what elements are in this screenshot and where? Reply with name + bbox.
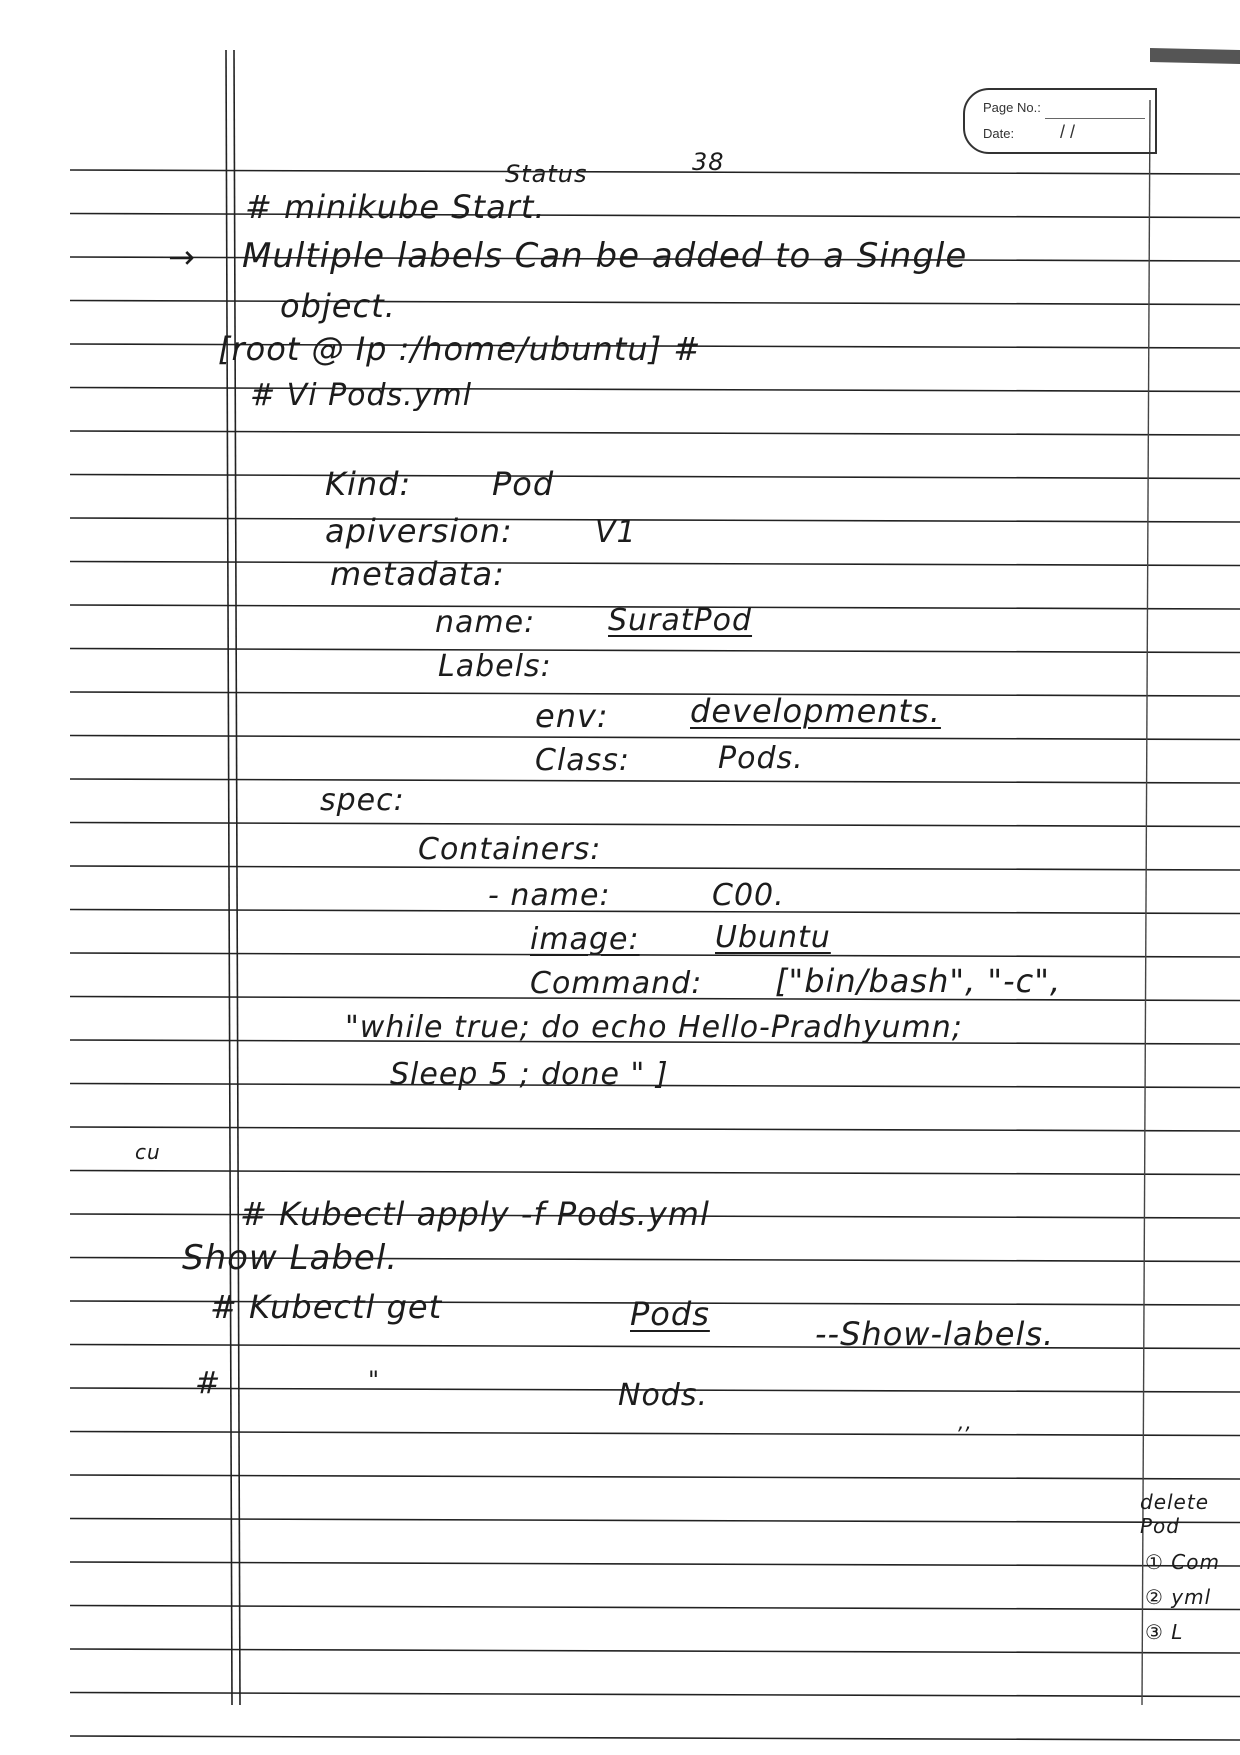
ruled-line (70, 692, 1240, 696)
ruled-line (70, 1519, 1240, 1523)
yaml-name-key: name: (435, 605, 536, 640)
yaml-image-value: Ubuntu (715, 920, 831, 955)
kubectl-get-pods-word: Pods (630, 1295, 710, 1333)
ruled-line (70, 1127, 1240, 1131)
ruled-line (70, 1649, 1240, 1653)
ruled-line (70, 1606, 1240, 1610)
page-no-label: Page No.: (983, 100, 1041, 115)
yaml-class-key: Class: (535, 743, 631, 778)
ruled-line (70, 823, 1240, 827)
yaml-kind-value: Pod (492, 465, 555, 503)
ditto-mark-close: ,, (958, 1410, 973, 1434)
yaml-command-line2: "while true; do echo Hello-Pradhyumn; (345, 1010, 963, 1045)
ruled-line (70, 1171, 1240, 1175)
page-number: 38 (692, 148, 725, 176)
yaml-apiversion-key: apiversion: (325, 512, 513, 550)
yaml-command-value: ["bin/bash", "-c", (775, 962, 1062, 1000)
vi-command-line: # Vi Pods.yml (250, 378, 473, 413)
margin-note-box (1140, 1480, 1240, 1660)
kubectl-apply-line: # Kubectl apply -f Pods.yml (240, 1195, 710, 1233)
status-word: Status (505, 160, 588, 188)
yaml-command-key: Command: (530, 966, 703, 1001)
yaml-apiversion-value: V1 (595, 515, 637, 550)
bullet-arrow: → (168, 238, 196, 276)
yaml-container-name-value: C00. (712, 878, 785, 913)
left-margin-line-2 (234, 50, 240, 1705)
ruled-line (70, 736, 1240, 740)
margin-note-item-3: ③ L (1145, 1620, 1184, 1644)
yaml-kind-key: Kind: (325, 465, 412, 503)
yaml-labels-key: Labels: (438, 649, 552, 684)
margin-mark: cu (135, 1140, 161, 1164)
yaml-env-key: env: (535, 697, 609, 735)
ruled-line (70, 1693, 1240, 1697)
corner-shadow (1150, 48, 1240, 64)
object-line: object. (280, 287, 396, 325)
yaml-name-value: SuratPod (608, 603, 753, 638)
ruled-line (70, 1345, 1240, 1349)
ruled-line (70, 475, 1240, 479)
shell-prompt-line: [root @ Ip :/home/ubuntu] # (218, 330, 702, 368)
right-page-edge (1142, 100, 1150, 1705)
margin-note-item-1: ① Com (1145, 1550, 1220, 1574)
ruled-line (70, 301, 1240, 305)
yaml-metadata-key: metadata: (330, 555, 505, 593)
date-label: Date: (983, 126, 1015, 141)
kubectl-get-cmd: # Kubectl get (210, 1288, 443, 1326)
ruled-line (70, 518, 1240, 522)
ruled-line (70, 1432, 1240, 1436)
yaml-env-value: developments. (690, 692, 941, 730)
yaml-image-key: image: (530, 922, 640, 957)
yaml-containers-key: Containers: (418, 832, 602, 867)
yaml-command-line3: Sleep 5 ; done " ] (390, 1057, 669, 1092)
show-labels-flag: --Show-labels. (815, 1315, 1055, 1353)
margin-note-item-2: ② yml (1145, 1585, 1212, 1609)
ruled-line (70, 1736, 1240, 1740)
margin-note-title: delete Pod (1140, 1490, 1210, 1538)
page-number-box (963, 88, 1157, 154)
ruled-line (70, 649, 1240, 653)
left-margin-line (226, 50, 232, 1705)
yaml-class-value: Pods. (718, 741, 804, 776)
ruled-line (70, 1562, 1240, 1566)
minikube-start-line: # minikube Start. (245, 188, 546, 226)
ruled-line (70, 562, 1240, 566)
multiple-labels-line: Multiple labels Can be added to a Single (242, 236, 968, 276)
page-no-rule (1045, 118, 1145, 119)
ruled-line (70, 866, 1240, 870)
ruled-line (70, 1475, 1240, 1479)
hash-line: # (195, 1366, 222, 1401)
ruled-line (70, 953, 1240, 957)
ditto-mark-open: " (368, 1366, 381, 1394)
date-slashes: / / (1060, 122, 1076, 142)
ruled-line (70, 388, 1240, 392)
nods-word: Nods. (618, 1378, 709, 1413)
yaml-container-name-key: - name: (488, 878, 611, 913)
ruled-line (70, 779, 1240, 783)
ruled-line (70, 910, 1240, 914)
yaml-spec-key: spec: (320, 783, 405, 818)
show-label-heading: Show Label. (182, 1238, 399, 1278)
ruled-line (70, 431, 1240, 435)
ruled-line (70, 170, 1240, 174)
